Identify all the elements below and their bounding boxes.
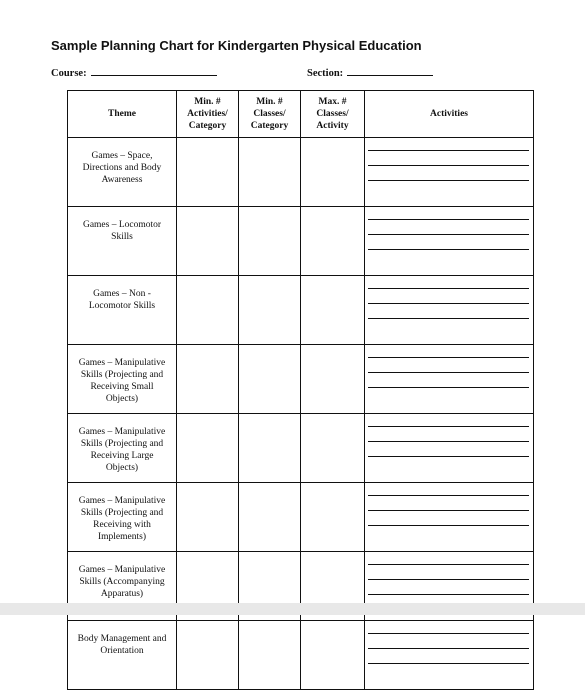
theme-text-line: Skills bbox=[111, 232, 133, 242]
theme-cell bbox=[68, 207, 177, 276]
section-field bbox=[307, 66, 433, 79]
header-min-classes bbox=[239, 91, 301, 138]
theme-text-line: Skills (Accompanying bbox=[79, 577, 165, 587]
table-row bbox=[68, 414, 534, 483]
max-classes-cell[interactable] bbox=[301, 483, 365, 552]
activity-lines bbox=[365, 276, 533, 344]
theme-text-line: Skills (Projecting and bbox=[80, 439, 164, 449]
theme-text-line: Orientation bbox=[100, 646, 144, 656]
activities-cell bbox=[365, 483, 534, 552]
min-activities-cell[interactable] bbox=[177, 414, 239, 483]
header-line: Activity bbox=[316, 121, 349, 131]
activity-blank-line[interactable] bbox=[368, 303, 529, 304]
theme-text-line: Games – Manipulative bbox=[78, 358, 166, 368]
activity-blank-line[interactable] bbox=[368, 594, 529, 595]
table-header-row bbox=[68, 91, 534, 138]
min-activities-cell[interactable] bbox=[177, 621, 239, 690]
min-classes-cell[interactable] bbox=[239, 345, 301, 414]
activity-blank-line[interactable] bbox=[368, 510, 529, 511]
activity-blank-line[interactable] bbox=[368, 234, 529, 235]
theme-text-line: Receiving Large bbox=[90, 451, 154, 461]
theme-text-line: Directions and Body bbox=[82, 163, 162, 173]
activity-blank-line[interactable] bbox=[368, 165, 529, 166]
section-label: Section: bbox=[307, 68, 344, 79]
header-line: Min. # bbox=[194, 97, 221, 107]
theme-text-line: Games – Manipulative bbox=[78, 427, 166, 437]
activity-blank-line[interactable] bbox=[368, 579, 529, 580]
activities-cell bbox=[365, 207, 534, 276]
min-classes-cell[interactable] bbox=[239, 414, 301, 483]
theme-text-line: Apparatus) bbox=[100, 589, 144, 599]
theme-cell bbox=[68, 345, 177, 414]
theme-text-line: Games – Locomotor bbox=[82, 220, 162, 230]
max-classes-cell[interactable] bbox=[301, 138, 365, 207]
activity-blank-line[interactable] bbox=[368, 564, 529, 565]
theme-cell bbox=[68, 483, 177, 552]
table-row bbox=[68, 621, 534, 690]
table-row bbox=[68, 207, 534, 276]
activity-blank-line[interactable] bbox=[368, 495, 529, 496]
course-blank-line[interactable] bbox=[91, 66, 217, 76]
min-activities-cell[interactable] bbox=[177, 483, 239, 552]
header-line: Activities/ bbox=[187, 109, 228, 119]
activities-cell bbox=[365, 276, 534, 345]
activity-blank-line[interactable] bbox=[368, 648, 529, 649]
theme-text-line: Skills (Projecting and bbox=[80, 370, 164, 380]
theme-cell bbox=[68, 276, 177, 345]
page-title: Sample Planning Chart for Kindergarten Physical Education bbox=[51, 38, 422, 53]
theme-text-line: Implements) bbox=[97, 532, 146, 542]
activity-blank-line[interactable] bbox=[368, 372, 529, 373]
theme-text-line: Receiving Small bbox=[90, 382, 154, 392]
activity-blank-line[interactable] bbox=[368, 249, 529, 250]
activity-blank-line[interactable] bbox=[368, 387, 529, 388]
course-field bbox=[51, 66, 217, 79]
theme-cell bbox=[68, 414, 177, 483]
activity-blank-line[interactable] bbox=[368, 426, 529, 427]
planning-table bbox=[67, 90, 534, 690]
table-row bbox=[68, 138, 534, 207]
activity-lines bbox=[365, 345, 533, 413]
activity-blank-line[interactable] bbox=[368, 357, 529, 358]
header-line: Category bbox=[250, 121, 289, 131]
theme-text-line: Games – Manipulative bbox=[78, 496, 166, 506]
header-line: Classes/ bbox=[253, 109, 286, 119]
min-activities-cell[interactable] bbox=[177, 138, 239, 207]
header-line: Classes/ bbox=[316, 109, 349, 119]
activity-blank-line[interactable] bbox=[368, 150, 529, 151]
activity-blank-line[interactable] bbox=[368, 525, 529, 526]
activities-cell bbox=[365, 345, 534, 414]
max-classes-cell[interactable] bbox=[301, 207, 365, 276]
activity-lines bbox=[365, 414, 533, 482]
activity-blank-line[interactable] bbox=[368, 219, 529, 220]
course-label: Course: bbox=[51, 68, 87, 79]
header-line: Category bbox=[188, 121, 227, 131]
theme-text-line: Receiving with bbox=[93, 520, 151, 530]
activity-blank-line[interactable] bbox=[368, 288, 529, 289]
max-classes-cell[interactable] bbox=[301, 621, 365, 690]
min-classes-cell[interactable] bbox=[239, 207, 301, 276]
min-classes-cell[interactable] bbox=[239, 483, 301, 552]
activity-lines bbox=[365, 138, 533, 206]
header-line: Min. # bbox=[256, 97, 283, 107]
theme-text-line: Games – Space, bbox=[91, 151, 153, 161]
theme-text-line: Games – Non - bbox=[93, 289, 151, 299]
max-classes-cell[interactable] bbox=[301, 414, 365, 483]
activity-blank-line[interactable] bbox=[368, 318, 529, 319]
min-activities-cell[interactable] bbox=[177, 207, 239, 276]
theme-text-line: Locomotor Skills bbox=[88, 301, 156, 311]
header-theme: Theme bbox=[68, 91, 177, 138]
theme-text-line: Awareness bbox=[101, 175, 143, 185]
section-blank-line[interactable] bbox=[347, 66, 433, 76]
header-activities: Activities bbox=[365, 91, 534, 138]
max-classes-cell[interactable] bbox=[301, 345, 365, 414]
table-row bbox=[68, 345, 534, 414]
max-classes-cell[interactable] bbox=[301, 276, 365, 345]
activity-lines bbox=[365, 207, 533, 275]
activity-lines bbox=[365, 621, 533, 689]
min-activities-cell[interactable] bbox=[177, 345, 239, 414]
activities-cell bbox=[365, 138, 534, 207]
activity-blank-line[interactable] bbox=[368, 633, 529, 634]
activities-cell bbox=[365, 414, 534, 483]
activity-lines bbox=[365, 483, 533, 551]
theme-text-line: Games – Manipulative bbox=[78, 565, 166, 575]
table-row bbox=[68, 483, 534, 552]
min-activities-cell[interactable] bbox=[177, 276, 239, 345]
table-row bbox=[68, 276, 534, 345]
min-classes-cell[interactable] bbox=[239, 621, 301, 690]
activity-blank-line[interactable] bbox=[368, 663, 529, 664]
theme-cell bbox=[68, 138, 177, 207]
activity-blank-line[interactable] bbox=[368, 441, 529, 442]
activities-cell bbox=[365, 621, 534, 690]
min-classes-cell[interactable] bbox=[239, 138, 301, 207]
theme-text-line: Objects) bbox=[105, 394, 139, 404]
theme-cell bbox=[68, 621, 177, 690]
theme-text-line: Body Management and bbox=[77, 634, 167, 644]
page-bottom-edge bbox=[0, 603, 585, 615]
activity-blank-line[interactable] bbox=[368, 180, 529, 181]
header-max-classes bbox=[301, 91, 365, 138]
theme-text-line: Skills (Projecting and bbox=[80, 508, 164, 518]
activity-blank-line[interactable] bbox=[368, 456, 529, 457]
theme-text-line: Objects) bbox=[105, 463, 139, 473]
header-min-activities bbox=[177, 91, 239, 138]
min-classes-cell[interactable] bbox=[239, 276, 301, 345]
header-line: Max. # bbox=[318, 97, 347, 107]
